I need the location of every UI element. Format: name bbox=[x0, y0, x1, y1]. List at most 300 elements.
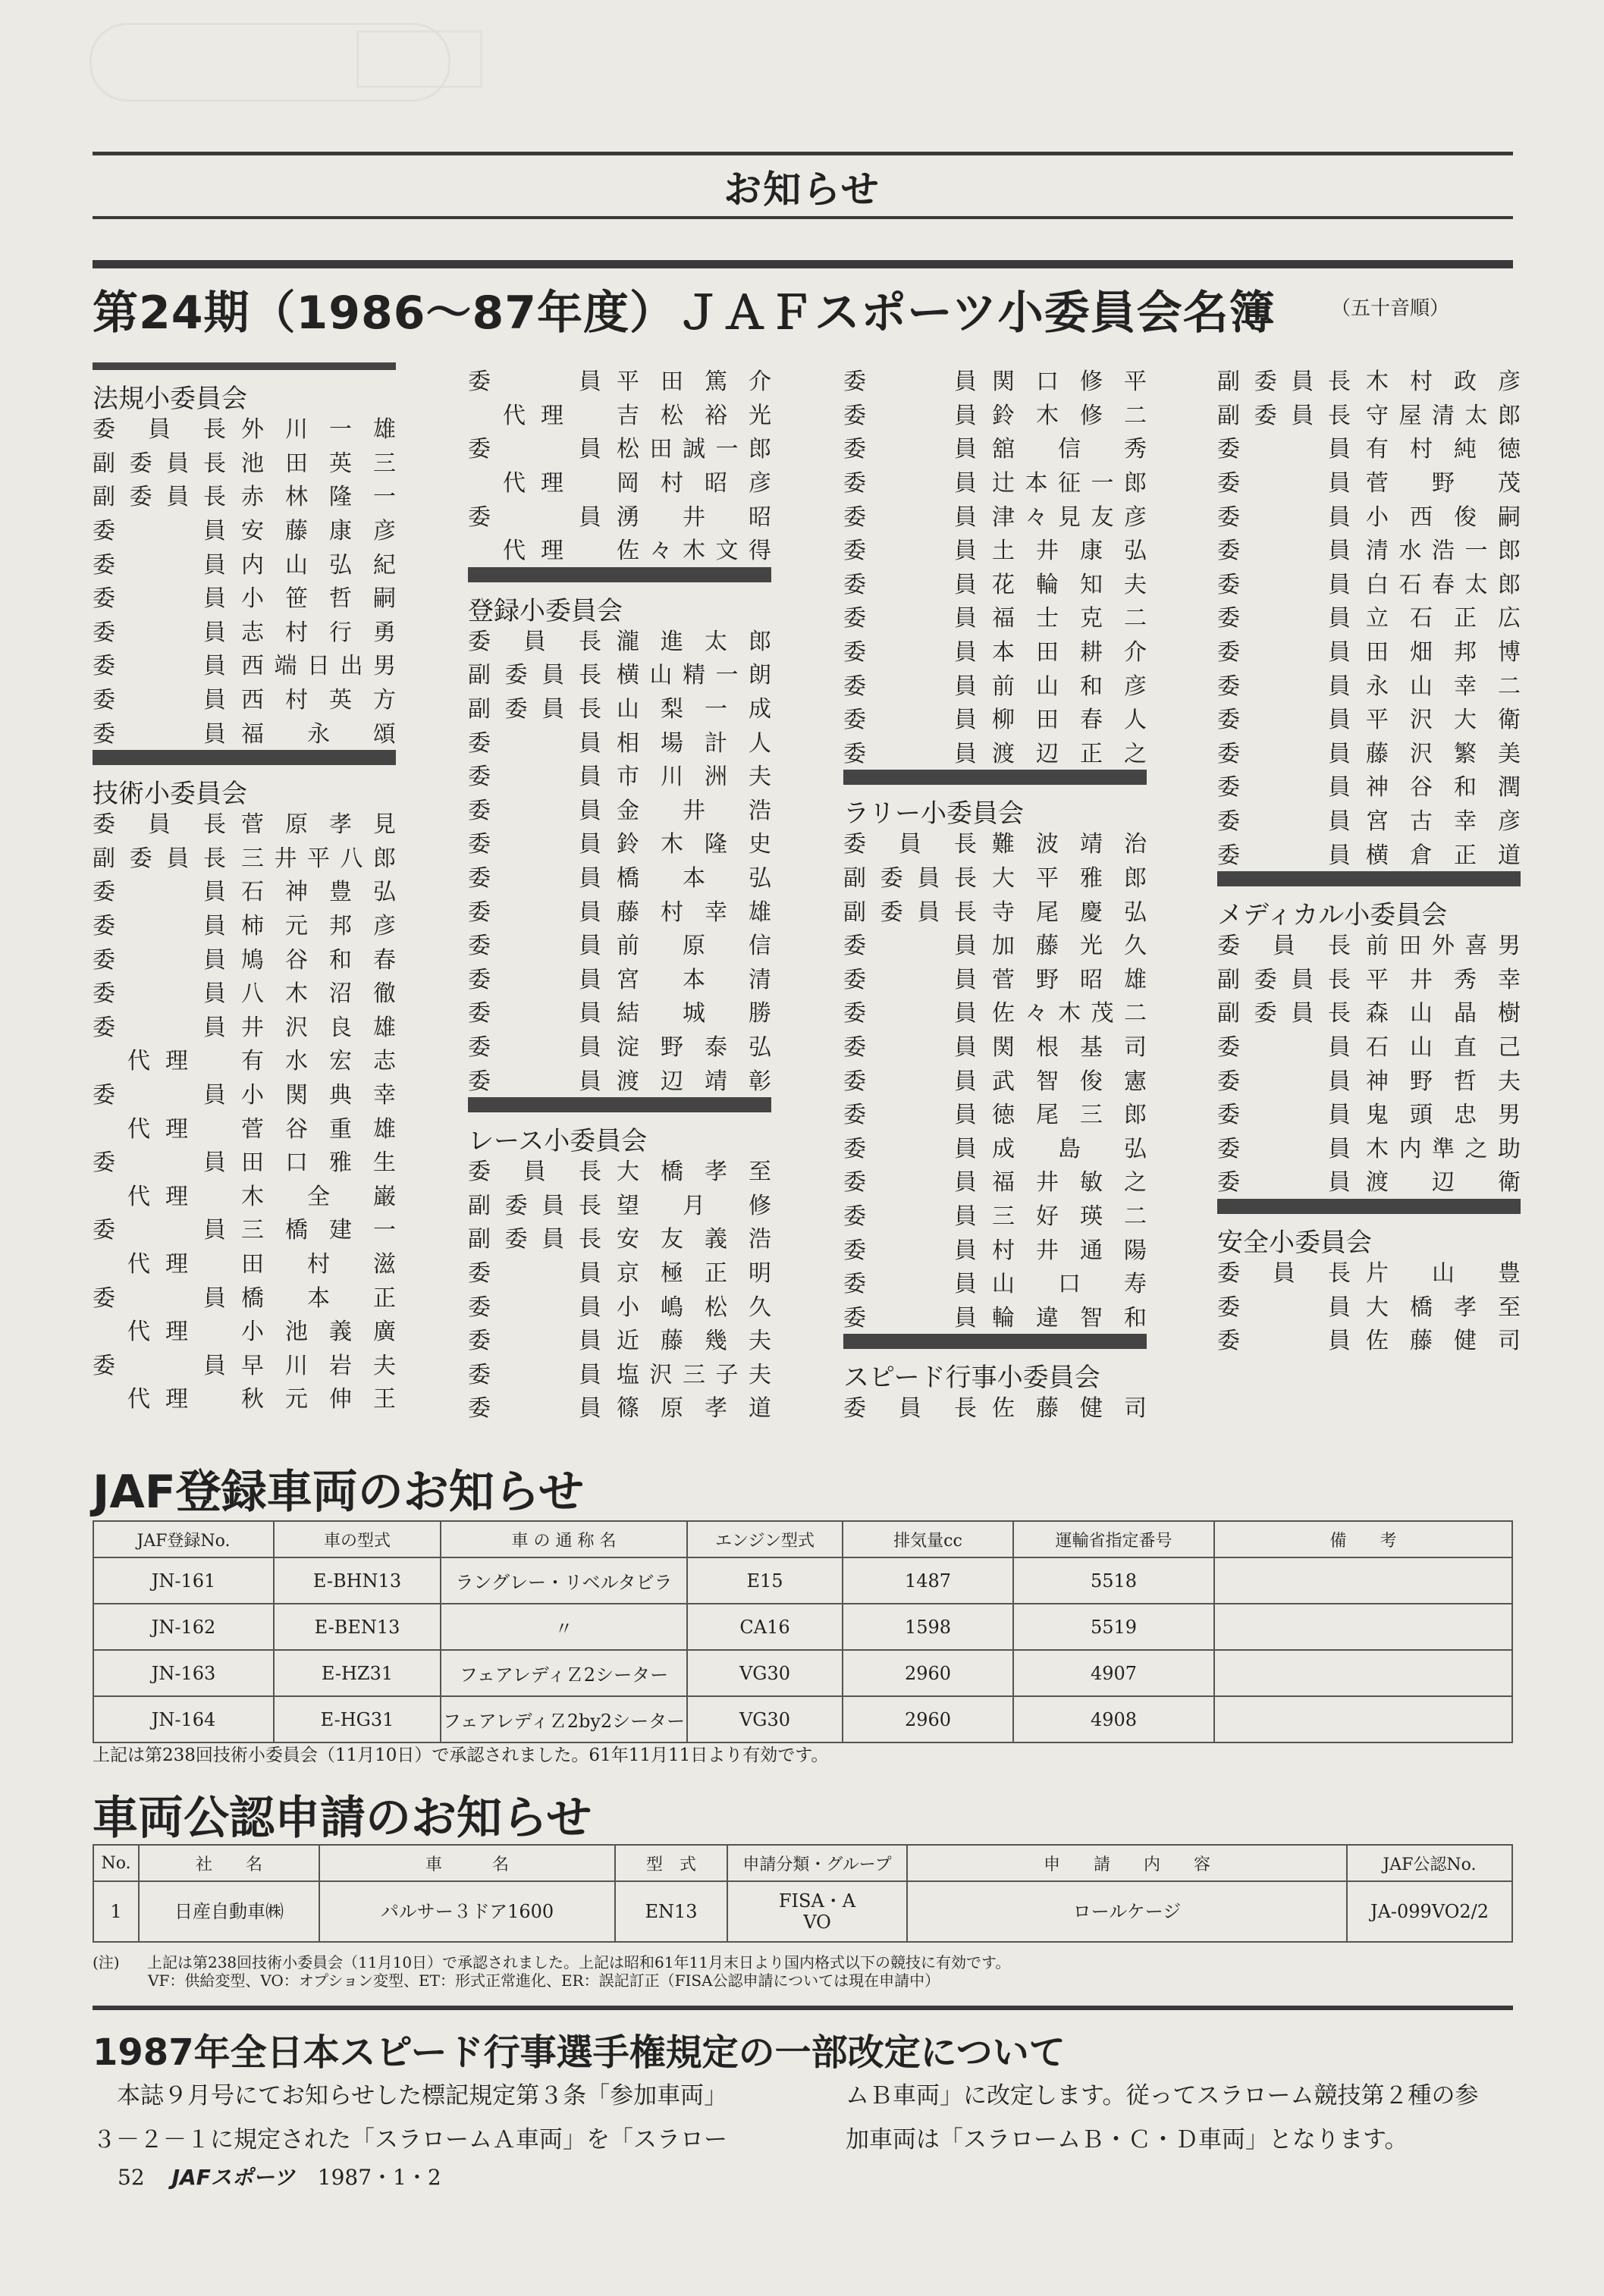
member-name: 金 井 浩 bbox=[617, 797, 771, 824]
member-title: 委 員 bbox=[93, 687, 226, 714]
member-title: 委 員 bbox=[1217, 1169, 1351, 1197]
member-row bbox=[468, 1254, 771, 1288]
section-end-rule bbox=[1217, 1199, 1521, 1206]
member-row bbox=[93, 1245, 396, 1279]
member-title: 委 員 bbox=[468, 1328, 601, 1355]
member-row bbox=[93, 545, 396, 579]
member-row bbox=[1217, 701, 1521, 735]
member-name: 大 橋 孝 至 bbox=[617, 1159, 771, 1186]
member-row bbox=[468, 497, 771, 532]
member-name: 三 橋 建 一 bbox=[241, 1217, 396, 1244]
member-row bbox=[843, 1028, 1147, 1062]
member-name: 田 口 雅 生 bbox=[241, 1150, 396, 1177]
member-name: 塩 沢 三 子 夫 bbox=[617, 1361, 771, 1388]
member-row bbox=[468, 1288, 771, 1322]
member-name: 村 井 通 陽 bbox=[992, 1237, 1147, 1264]
member-row bbox=[1217, 927, 1521, 961]
member-title: 委 員 bbox=[1217, 538, 1351, 565]
member-name: 鳩 谷 和 春 bbox=[241, 946, 396, 974]
member-title: 副 委 員 長 bbox=[1217, 1000, 1351, 1027]
member-title: 委 員 bbox=[843, 470, 977, 497]
member-title: 委 員 bbox=[93, 1014, 226, 1041]
article-line: ３－２－１に規定された「スラロームＡ車両」を「スラロー bbox=[93, 2126, 727, 2153]
member-name: 木 村 政 彦 bbox=[1366, 369, 1521, 396]
column-header: 申 請 内 容 bbox=[907, 1845, 1347, 1881]
committee-name: メディカル小委員会 bbox=[1217, 879, 1521, 927]
note-line-1: 上記は第238回技術小委員会（11月10日）で承認されました。上記は昭和61年11月末日より国内格式以下の競技に有効です。 bbox=[146, 1953, 1011, 1971]
table-cell: CA16 bbox=[687, 1604, 843, 1650]
member-title: 委 員 bbox=[843, 639, 977, 667]
member-row bbox=[843, 1163, 1147, 1197]
member-name: 加 藤 光 久 bbox=[992, 933, 1147, 960]
table-cell bbox=[1214, 1604, 1512, 1650]
committee-section bbox=[843, 1341, 1147, 1423]
member-title: 委 員 長 bbox=[843, 1395, 977, 1422]
member-row bbox=[93, 1278, 396, 1313]
committee-section bbox=[468, 575, 771, 1105]
member-title: 委 員 bbox=[93, 913, 226, 940]
member-title: 委 員 bbox=[1217, 1034, 1351, 1061]
committee-section bbox=[93, 757, 396, 1414]
member-row bbox=[468, 994, 771, 1028]
member-row bbox=[843, 859, 1147, 893]
member-row bbox=[93, 647, 396, 681]
committee-section bbox=[1217, 1206, 1521, 1356]
member-title: 委 員 bbox=[93, 551, 226, 579]
member-name: 田 村 滋 bbox=[241, 1250, 396, 1278]
member-name: 関 根 基 司 bbox=[992, 1034, 1147, 1061]
member-name: 鈴 木 修 二 bbox=[992, 402, 1147, 429]
member-name: 福 士 克 二 bbox=[992, 605, 1147, 632]
member-row bbox=[843, 735, 1147, 769]
table-row bbox=[93, 1557, 1512, 1604]
member-name: 小 笹 哲 嗣 bbox=[241, 585, 396, 613]
member-row bbox=[468, 430, 771, 464]
member-name: 舘 信 秀 bbox=[992, 436, 1147, 463]
member-row bbox=[1217, 566, 1521, 600]
member-title: 委 員 bbox=[468, 729, 601, 757]
member-row bbox=[1217, 464, 1521, 498]
member-name: 柳 田 春 人 bbox=[992, 707, 1147, 734]
roster-top-rule bbox=[93, 260, 1513, 268]
committee-name: 安全小委員会 bbox=[1217, 1206, 1521, 1254]
member-row bbox=[468, 690, 771, 724]
table-cell: E-BEN13 bbox=[274, 1604, 441, 1650]
member-name: 外 川 一 雄 bbox=[241, 416, 396, 444]
member-title: 委 員 bbox=[93, 653, 226, 680]
member-title: 代 理 bbox=[127, 1319, 188, 1346]
member-title: 委 員 bbox=[1217, 740, 1351, 767]
member-row bbox=[93, 512, 396, 546]
member-title: 委 員 bbox=[1217, 1294, 1351, 1321]
member-title: 委 員 bbox=[843, 707, 977, 734]
member-title: 副 委 員 長 bbox=[1217, 402, 1351, 429]
member-title: 委 員 bbox=[843, 402, 977, 429]
member-name: 内 山 弘 紀 bbox=[241, 551, 396, 579]
table-cell: VG30 bbox=[687, 1696, 843, 1742]
member-name: 渡 辺 靖 彰 bbox=[617, 1068, 771, 1095]
member-title: 委 員 bbox=[468, 1000, 601, 1027]
member-row bbox=[1217, 430, 1521, 464]
member-row bbox=[93, 1008, 396, 1043]
member-title: 委 員 bbox=[843, 1034, 977, 1061]
member-name: 宮 古 幸 彦 bbox=[1366, 808, 1521, 836]
member-row bbox=[468, 1186, 771, 1220]
member-row bbox=[1217, 497, 1521, 532]
member-name: 市 川 洲 夫 bbox=[617, 764, 771, 791]
member-name: 篠 原 孝 道 bbox=[617, 1395, 771, 1422]
member-name: 津 々 見 友 彦 bbox=[992, 503, 1147, 531]
member-row bbox=[1217, 1163, 1521, 1197]
table-cell: JN-161 bbox=[93, 1557, 274, 1604]
member-title: 委 員 bbox=[1217, 639, 1351, 667]
member-title: 委 員 bbox=[1217, 1328, 1351, 1355]
table-cell: JN-164 bbox=[93, 1696, 274, 1742]
section-end-rule bbox=[843, 1334, 1147, 1341]
column-header: 車の型式 bbox=[274, 1521, 441, 1557]
member-row bbox=[843, 927, 1147, 961]
member-title: 委 員 bbox=[843, 1237, 977, 1264]
member-name: 宮 本 清 bbox=[617, 966, 771, 993]
member-title: 委 員 bbox=[843, 605, 977, 632]
table-row bbox=[93, 1604, 1512, 1650]
member-row bbox=[1217, 599, 1521, 633]
member-row bbox=[1217, 1096, 1521, 1130]
header-top-rule bbox=[93, 152, 1513, 155]
member-name: 本 田 耕 介 bbox=[992, 639, 1147, 667]
member-name: 白 石 春 太 郎 bbox=[1366, 571, 1521, 598]
page-footer bbox=[118, 2161, 441, 2191]
member-title: 副 委 員 長 bbox=[843, 899, 977, 926]
member-name: 武 智 俊 憲 bbox=[992, 1068, 1147, 1095]
member-row bbox=[843, 633, 1147, 667]
article-top-rule bbox=[93, 2006, 1513, 2010]
member-row bbox=[468, 1028, 771, 1062]
member-name: 西 端 日 出 男 bbox=[241, 653, 396, 680]
article-line: 本誌９月号にてお知らせした標記規定第３条「参加車両」 bbox=[117, 2082, 728, 2109]
member-row bbox=[93, 907, 396, 941]
member-row bbox=[843, 1231, 1147, 1265]
member-row bbox=[93, 478, 396, 512]
member-name: 平 沢 大 衛 bbox=[1366, 707, 1521, 734]
member-name: 藤 沢 繁 美 bbox=[1366, 740, 1521, 767]
table-header-row bbox=[93, 1845, 1512, 1881]
member-name: 井 沢 良 雄 bbox=[241, 1014, 396, 1041]
member-row bbox=[93, 974, 396, 1008]
member-name: 前 原 信 bbox=[617, 933, 771, 960]
table-cell: フェアレディＺ2by2シーター bbox=[441, 1696, 687, 1742]
member-name: 山 口 寿 bbox=[992, 1271, 1147, 1298]
page-number: 52 bbox=[118, 2165, 145, 2190]
member-name: 佐 々 木 茂 二 bbox=[992, 1000, 1147, 1027]
column-header: 車 名 bbox=[319, 1845, 615, 1881]
member-name: 橋 本 弘 bbox=[617, 865, 771, 892]
roster-column-3 bbox=[843, 362, 1147, 1423]
member-name: 寺 尾 慶 弘 bbox=[992, 899, 1147, 926]
member-name: 菅 原 孝 見 bbox=[241, 811, 396, 839]
member-row bbox=[468, 362, 771, 397]
column-header: 申請分類・グループ bbox=[727, 1845, 907, 1881]
member-name: 結 城 勝 bbox=[617, 1000, 771, 1027]
member-row bbox=[843, 497, 1147, 532]
note-label: (注) bbox=[93, 1953, 120, 1971]
header-bottom-rule bbox=[93, 216, 1513, 219]
member-title: 委 員 bbox=[468, 1294, 601, 1321]
member-row bbox=[1217, 768, 1521, 802]
member-row bbox=[93, 1177, 396, 1211]
member-title: 委 員 bbox=[843, 436, 977, 463]
member-row bbox=[843, 1197, 1147, 1231]
member-name: 小 西 俊 嗣 bbox=[1366, 503, 1521, 531]
member-name: 小 池 義 廣 bbox=[241, 1319, 396, 1346]
committee-name: ラリー小委員会 bbox=[843, 777, 1147, 825]
member-row bbox=[93, 1076, 396, 1110]
homologation-title: 車両公認申請のお知らせ bbox=[93, 1792, 592, 1845]
member-title: 委 員 bbox=[93, 879, 226, 906]
member-name: 前 田 外 喜 男 bbox=[1366, 933, 1521, 960]
member-title: 委 員 長 bbox=[843, 831, 977, 858]
member-name: 横 山 精 一 朗 bbox=[617, 662, 771, 689]
committee-name: スピード行事小委員会 bbox=[843, 1341, 1147, 1389]
column-header: エンジン型式 bbox=[687, 1521, 843, 1557]
member-name: 徳 尾 三 郎 bbox=[992, 1102, 1147, 1129]
section-end-rule bbox=[468, 1097, 771, 1105]
member-name: 相 場 計 人 bbox=[617, 729, 771, 757]
member-row bbox=[843, 1129, 1147, 1163]
table-cell: FISA・A VO bbox=[727, 1881, 907, 1942]
member-title: 委 員 bbox=[468, 933, 601, 960]
member-row bbox=[1217, 362, 1521, 397]
member-row bbox=[93, 1380, 396, 1414]
member-name: 西 村 英 方 bbox=[241, 687, 396, 714]
member-title: 委 員 bbox=[468, 369, 601, 396]
committee-name: 登録小委員会 bbox=[468, 575, 771, 623]
member-title: 委 員 bbox=[843, 1102, 977, 1129]
member-name: 小 関 典 幸 bbox=[241, 1081, 396, 1109]
member-name: 松 田 誠 一 郎 bbox=[617, 436, 771, 463]
member-row bbox=[468, 859, 771, 893]
member-title: 委 員 bbox=[843, 966, 977, 993]
member-name: 神 野 哲 夫 bbox=[1366, 1068, 1521, 1095]
table-cell: 1598 bbox=[843, 1604, 1013, 1650]
table-cell: JN-162 bbox=[93, 1604, 274, 1650]
member-name: 秋 元 伸 王 bbox=[241, 1386, 396, 1413]
member-name: 安 友 義 浩 bbox=[617, 1226, 771, 1253]
member-name: 前 山 和 彦 bbox=[992, 673, 1147, 700]
table-cell: 2960 bbox=[843, 1650, 1013, 1696]
table-cell: パルサー３ドア1600 bbox=[319, 1881, 615, 1942]
member-title: 委 員 bbox=[93, 720, 226, 748]
member-name: 平 井 秀 幸 bbox=[1366, 966, 1521, 993]
roster-column-4 bbox=[1217, 362, 1521, 1355]
member-name: 木 全 巌 bbox=[241, 1183, 396, 1210]
member-row bbox=[843, 464, 1147, 498]
member-title: 副 委 員 長 bbox=[1217, 966, 1351, 993]
member-title: 代 理 bbox=[127, 1115, 188, 1143]
member-title: 委 員 bbox=[468, 436, 601, 463]
member-row bbox=[468, 825, 771, 859]
member-row bbox=[843, 430, 1147, 464]
member-name: 柿 元 邦 彦 bbox=[241, 913, 396, 940]
member-name: 片 山 豊 bbox=[1366, 1259, 1521, 1287]
member-name: 志 村 行 勇 bbox=[241, 619, 396, 646]
member-title: 委 員 bbox=[1217, 707, 1351, 734]
magazine-name: JAFスポーツ bbox=[171, 2165, 295, 2190]
member-title: 代 理 bbox=[127, 1386, 188, 1413]
table-cell: E-HG31 bbox=[274, 1696, 441, 1742]
member-row bbox=[93, 873, 396, 907]
member-title: 代 理 bbox=[127, 1183, 188, 1210]
table-header-row bbox=[93, 1521, 1512, 1557]
member-title: 委 員 bbox=[843, 1304, 977, 1331]
member-title: 委 員 bbox=[93, 518, 226, 545]
member-title: 副 委 員 長 bbox=[468, 1226, 601, 1253]
member-row bbox=[843, 599, 1147, 633]
member-row bbox=[843, 532, 1147, 566]
member-row bbox=[468, 397, 771, 431]
member-title: 委 員 bbox=[93, 1081, 226, 1109]
member-title: 代 理 bbox=[127, 1048, 188, 1075]
member-name: 永 山 幸 二 bbox=[1366, 673, 1521, 700]
member-row bbox=[468, 1355, 771, 1389]
member-title: 委 員 bbox=[1217, 605, 1351, 632]
member-title: 委 員 bbox=[93, 1284, 226, 1312]
member-title: 委 員 bbox=[1217, 470, 1351, 497]
member-row bbox=[843, 1096, 1147, 1130]
member-name: 辻 本 征 一 郎 bbox=[992, 470, 1147, 497]
member-row bbox=[468, 757, 771, 792]
member-row bbox=[1217, 1062, 1521, 1096]
committee-section bbox=[93, 362, 396, 757]
member-title: 委 員 bbox=[468, 865, 601, 892]
table-cell: JA-099VO2/2 bbox=[1347, 1881, 1512, 1942]
member-name: 佐 藤 健 司 bbox=[992, 1395, 1147, 1422]
member-title: 委 員 bbox=[1217, 808, 1351, 836]
member-row bbox=[468, 656, 771, 690]
member-row bbox=[468, 623, 771, 657]
member-name: 福 永 頌 bbox=[241, 720, 396, 748]
roster-title: 第24期（1986〜87年度）ＪＡＦスポーツ小委員会名簿 bbox=[93, 287, 1276, 340]
member-title: 委 員 bbox=[843, 571, 977, 598]
member-row bbox=[843, 362, 1147, 397]
member-title: 委 員 bbox=[468, 1395, 601, 1422]
member-row bbox=[843, 892, 1147, 927]
committee-section bbox=[468, 362, 771, 575]
member-title: 委 員 bbox=[468, 797, 601, 824]
table-cell: 5519 bbox=[1013, 1604, 1214, 1650]
member-title: 委 員 bbox=[93, 1352, 226, 1379]
member-row bbox=[93, 1346, 396, 1380]
table-cell: E-BHN13 bbox=[274, 1557, 441, 1604]
committee-section bbox=[1217, 362, 1521, 879]
member-row bbox=[1217, 1028, 1521, 1062]
member-title: 委 員 bbox=[1217, 1102, 1351, 1129]
member-row bbox=[1217, 1129, 1521, 1163]
roster-column-1 bbox=[93, 362, 396, 1414]
member-name: 岡 村 昭 彦 bbox=[617, 470, 771, 497]
member-title: 委 員 bbox=[843, 1271, 977, 1298]
table-cell: E-HZ31 bbox=[274, 1650, 441, 1696]
note-line-2: VF：供給変型、VO：オプション変型、ET：形式正常進化、ER：誤記訂正（FISA公認申請については現在申請中） bbox=[148, 1971, 940, 1990]
table-cell: 日産自動車㈱ bbox=[139, 1881, 319, 1942]
member-name: 関 口 修 平 bbox=[992, 369, 1147, 396]
committee-name: 法規小委員会 bbox=[93, 362, 396, 410]
article-line: ムＢ車両」に改定します。従ってスラローム競技第２種の参 bbox=[846, 2082, 1479, 2109]
member-row bbox=[468, 1322, 771, 1356]
member-row bbox=[1217, 802, 1521, 836]
member-name: 横 倉 正 道 bbox=[1366, 842, 1521, 869]
member-row bbox=[843, 1062, 1147, 1096]
section-end-rule bbox=[843, 770, 1147, 777]
member-row bbox=[468, 927, 771, 961]
roster-order-note: （五十音順） bbox=[1331, 297, 1450, 320]
member-title: 委 員 bbox=[843, 1135, 977, 1162]
table-cell: 4908 bbox=[1013, 1696, 1214, 1742]
table-row bbox=[93, 1881, 1512, 1942]
table-cell: 5518 bbox=[1013, 1557, 1214, 1604]
member-name: 佐 藤 健 司 bbox=[1366, 1328, 1521, 1355]
member-name: 土 井 康 弘 bbox=[992, 538, 1147, 565]
member-row bbox=[93, 714, 396, 748]
table-row bbox=[93, 1696, 1512, 1742]
member-title: 委 員 bbox=[843, 538, 977, 565]
member-name: 佐 々 木 文 得 bbox=[617, 538, 771, 565]
member-title: 委 員 bbox=[93, 1217, 226, 1244]
column-header: 社 名 bbox=[139, 1845, 319, 1881]
section-title: お知らせ bbox=[724, 168, 880, 212]
member-title: 副 委 員 長 bbox=[1217, 369, 1351, 396]
member-title: 副 委 員 長 bbox=[468, 662, 601, 689]
column-header: 型 式 bbox=[615, 1845, 727, 1881]
member-row bbox=[1217, 667, 1521, 701]
member-name: 有 水 宏 志 bbox=[241, 1048, 396, 1075]
table-cell bbox=[1214, 1650, 1512, 1696]
column-header: 備 考 bbox=[1214, 1521, 1512, 1557]
member-row bbox=[468, 1389, 771, 1423]
member-title: 委 員 bbox=[1217, 1068, 1351, 1095]
member-title: 委 員 bbox=[843, 1068, 977, 1095]
member-title: 委 員 bbox=[93, 619, 226, 646]
table-cell: EN13 bbox=[615, 1881, 727, 1942]
member-title: 委 員 bbox=[1217, 842, 1351, 869]
column-header: 運輸省指定番号 bbox=[1013, 1521, 1214, 1557]
table-cell: 4907 bbox=[1013, 1650, 1214, 1696]
member-name: 小 嶋 松 久 bbox=[617, 1294, 771, 1321]
member-row bbox=[1217, 532, 1521, 566]
article-column-1 bbox=[93, 2074, 727, 2162]
member-title: 副 委 員 長 bbox=[93, 845, 226, 872]
member-title: 委 員 長 bbox=[468, 628, 601, 655]
member-title: 委 員 bbox=[843, 369, 977, 396]
member-name: 赤 林 隆 一 bbox=[241, 484, 396, 511]
member-name: 花 輪 知 夫 bbox=[992, 571, 1147, 598]
member-title: 委 員 bbox=[468, 966, 601, 993]
member-title: 委 員 bbox=[843, 1203, 977, 1230]
table-cell: 〃 bbox=[441, 1604, 687, 1650]
table-cell bbox=[1214, 1696, 1512, 1742]
member-row bbox=[1217, 397, 1521, 431]
member-title: 副 委 員 長 bbox=[93, 450, 226, 477]
member-name: 成 島 弘 bbox=[992, 1135, 1147, 1162]
member-name: 早 川 岩 夫 bbox=[241, 1352, 396, 1379]
member-title: 委 員 bbox=[468, 1068, 601, 1095]
section-end-rule bbox=[93, 750, 396, 757]
committee-name: レース小委員会 bbox=[468, 1105, 771, 1153]
member-row bbox=[843, 701, 1147, 735]
member-row bbox=[1217, 961, 1521, 995]
member-row bbox=[1217, 994, 1521, 1028]
member-name: 有 村 純 徳 bbox=[1366, 436, 1521, 463]
